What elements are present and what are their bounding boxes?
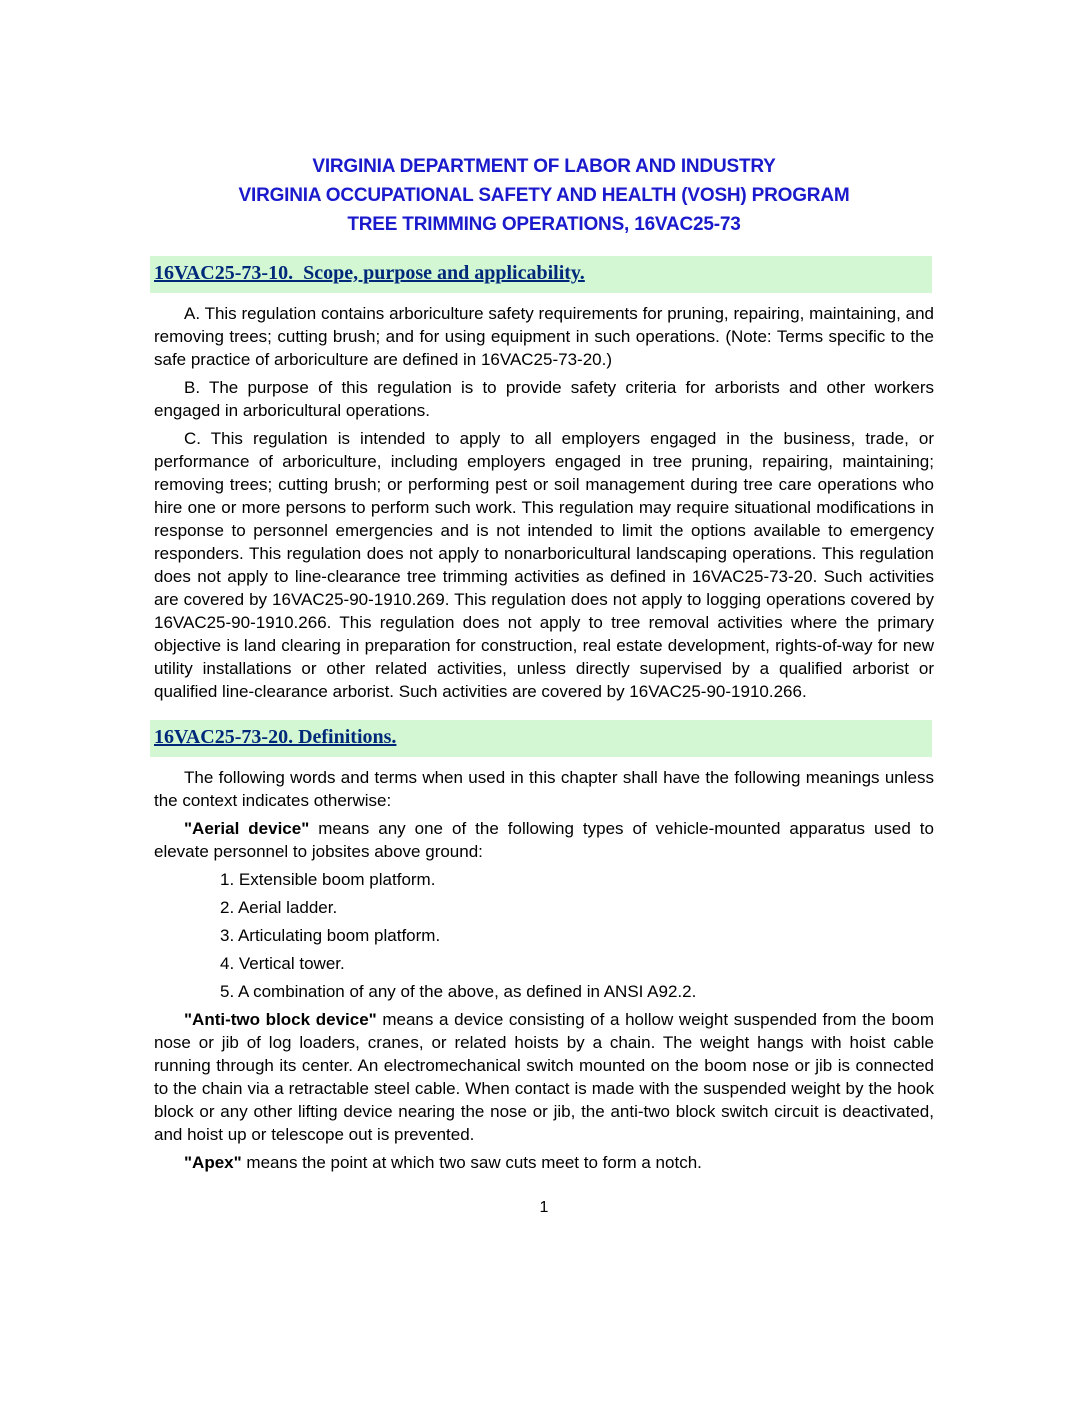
document-title-line-3: TREE TRIMMING OPERATIONS, 16VAC25-73: [347, 214, 741, 235]
defined-term-apex: "Apex": [184, 1153, 242, 1172]
page-number: 1: [539, 1199, 549, 1216]
definition-aerial-device-text: means any one of the following types of vehicle-mounted apparatus used to elevate personnel to jobsites above ground:: [154, 819, 934, 861]
aerial-device-list-item-4: 4. Vertical tower.: [220, 954, 345, 973]
definition-aerial-device: [154, 817, 934, 863]
definition-apex: [154, 1151, 934, 1174]
defined-term-aerial-device: "Aerial device": [184, 819, 310, 838]
definition-apex-text: means the point at which two saw cuts meet to form a notch.: [241, 1153, 702, 1172]
document-title-line-2: VIRGINIA OCCUPATIONAL SAFETY AND HEALTH (VOSH) PROGRAM: [238, 185, 850, 206]
definitions-intro-paragraph: The following words and terms when used in this chapter shall have the following meanings unless the context indicates otherwise:: [154, 768, 934, 810]
document-title-line-1: VIRGINIA DEPARTMENT OF LABOR AND INDUSTRY: [312, 156, 776, 177]
aerial-device-list-item-3: 3. Articulating boom platform.: [220, 926, 441, 945]
definitions-section-heading: 16VAC25-73-20. Definitions.: [150, 720, 932, 757]
aerial-device-list-item-2: 2. Aerial ladder.: [220, 898, 338, 917]
document-footer: [154, 1198, 934, 1218]
section-scope: [154, 256, 934, 703]
definition-anti-two-block-device: [154, 1008, 934, 1146]
scope-section-heading: 16VAC25-73-10. Scope, purpose and applicability.: [150, 256, 932, 293]
aerial-device-list-item-1: 1. Extensible boom platform.: [220, 870, 436, 889]
scope-paragraph-c: C. This regulation is intended to apply to all employers engaged in the business, trade, or performance of arboriculture, including employers engaged in tree pruning, repairing, maintaining; removing trees; cutting brush; or performing pest or soil management during tree care operations who hire one or more persons to perform such work. This regulation may require situational modifications in response to personnel emergencies and is not intended to limit the options available to emergency responders. This regulation does not apply to nonarboricultural landscaping operations. This regulation does not apply to line-clearance tree trimming activities as defined in 16VAC25-73-20. Such activities are covered by 16VAC25-90-1910.269. This regulation does not apply to logging operations covered by 16VAC25-90-1910.266. This regulation does not apply to tree removal activities where the primary objective is land clearing in preparation for construction, real estate development, rights-of-way for new utility installations or other related activities, unless directly supervised by a qualified arborist or qualified line-clearance arborist. Such activities are covered by 16VAC25-90-1910.266.: [154, 429, 934, 701]
document-header: [154, 152, 934, 239]
scope-paragraph-b: B. The purpose of this regulation is to provide safety criteria for arborists and other workers engaged in arboricultural operations.: [154, 378, 934, 420]
scope-paragraph-a: A. This regulation contains arboriculture safety requirements for pruning, repairing, maintaining, and removing trees; cutting brush; and for using equipment in such operations. (Note: Terms specific to the safe practice of arboriculture are defined in 16VAC25-73-20.): [154, 304, 934, 369]
aerial-device-list-item-5: 5. A combination of any of the above, as defined in ANSI A92.2.: [220, 982, 697, 1001]
defined-term-anti-two-block-device: "Anti-two block device": [184, 1010, 377, 1029]
section-definitions: [154, 720, 934, 1174]
definition-anti-two-block-device-text: means a device consisting of a hollow weight suspended from the boom nose or jib of log loaders, cranes, or related hoists by a chain. The weight hangs with hoist cable running through its center. An electromechanical switch mounted on the boom nose or jib is connected to the chain via a retractable steel cable. When contact is made with the suspended weight by the hook block or any other lifting device nearing the nose or jib, the anti-two block switch circuit is deactivated, and hoist up or telescope out is prevented.: [154, 1010, 934, 1144]
